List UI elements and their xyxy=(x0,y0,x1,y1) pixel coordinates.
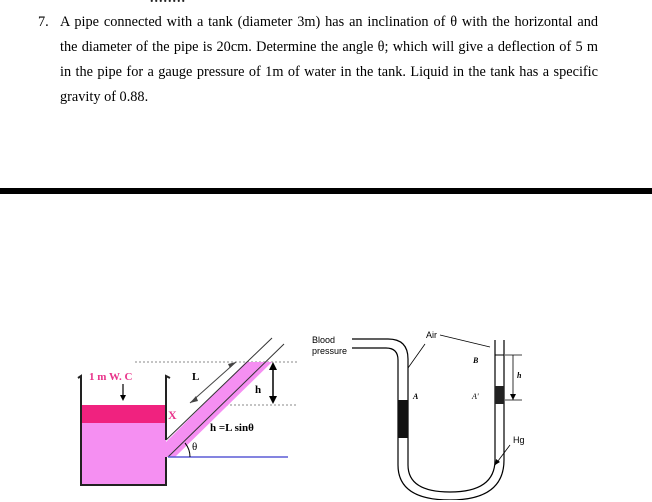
point-x-label: X xyxy=(168,408,177,422)
section-divider xyxy=(0,188,652,194)
mercury-label: Hg xyxy=(513,435,525,445)
point-b-label: B xyxy=(473,356,479,365)
inclined-manometer-figure xyxy=(40,300,300,500)
inclined-manometer-drawing xyxy=(40,300,300,500)
u-tube-manometer-figure xyxy=(300,320,560,500)
blood-pressure-label-line2: pressure xyxy=(312,346,348,356)
question-7 xyxy=(38,10,598,110)
blood-pressure-label-line1: Blood xyxy=(312,335,336,345)
point-a-prime-label: A' xyxy=(472,392,479,401)
formula-label: h =L sinθ xyxy=(210,422,254,434)
question-text: A pipe connected with a tank (diameter 3m) has an inclination of θ with the horizontal and the diameter of the pipe is 20cm. Determine the angle θ; which will give a deflection of 5 m in the pipe for a gauge pressure of 1m of water in the tank. Liquid in the tank has a specific gravity of 0.88. xyxy=(60,14,598,105)
length-label: L xyxy=(192,371,200,383)
height-label: h xyxy=(255,384,262,396)
point-a-label: A xyxy=(413,392,419,401)
air-label: Air xyxy=(426,330,437,340)
clipped-previous-line xyxy=(150,0,186,7)
question-number: 7. xyxy=(38,14,49,30)
angle-label: θ xyxy=(192,441,198,453)
height-h-label: h xyxy=(517,371,522,380)
tank-head-label: 1 m W. C xyxy=(89,371,133,383)
